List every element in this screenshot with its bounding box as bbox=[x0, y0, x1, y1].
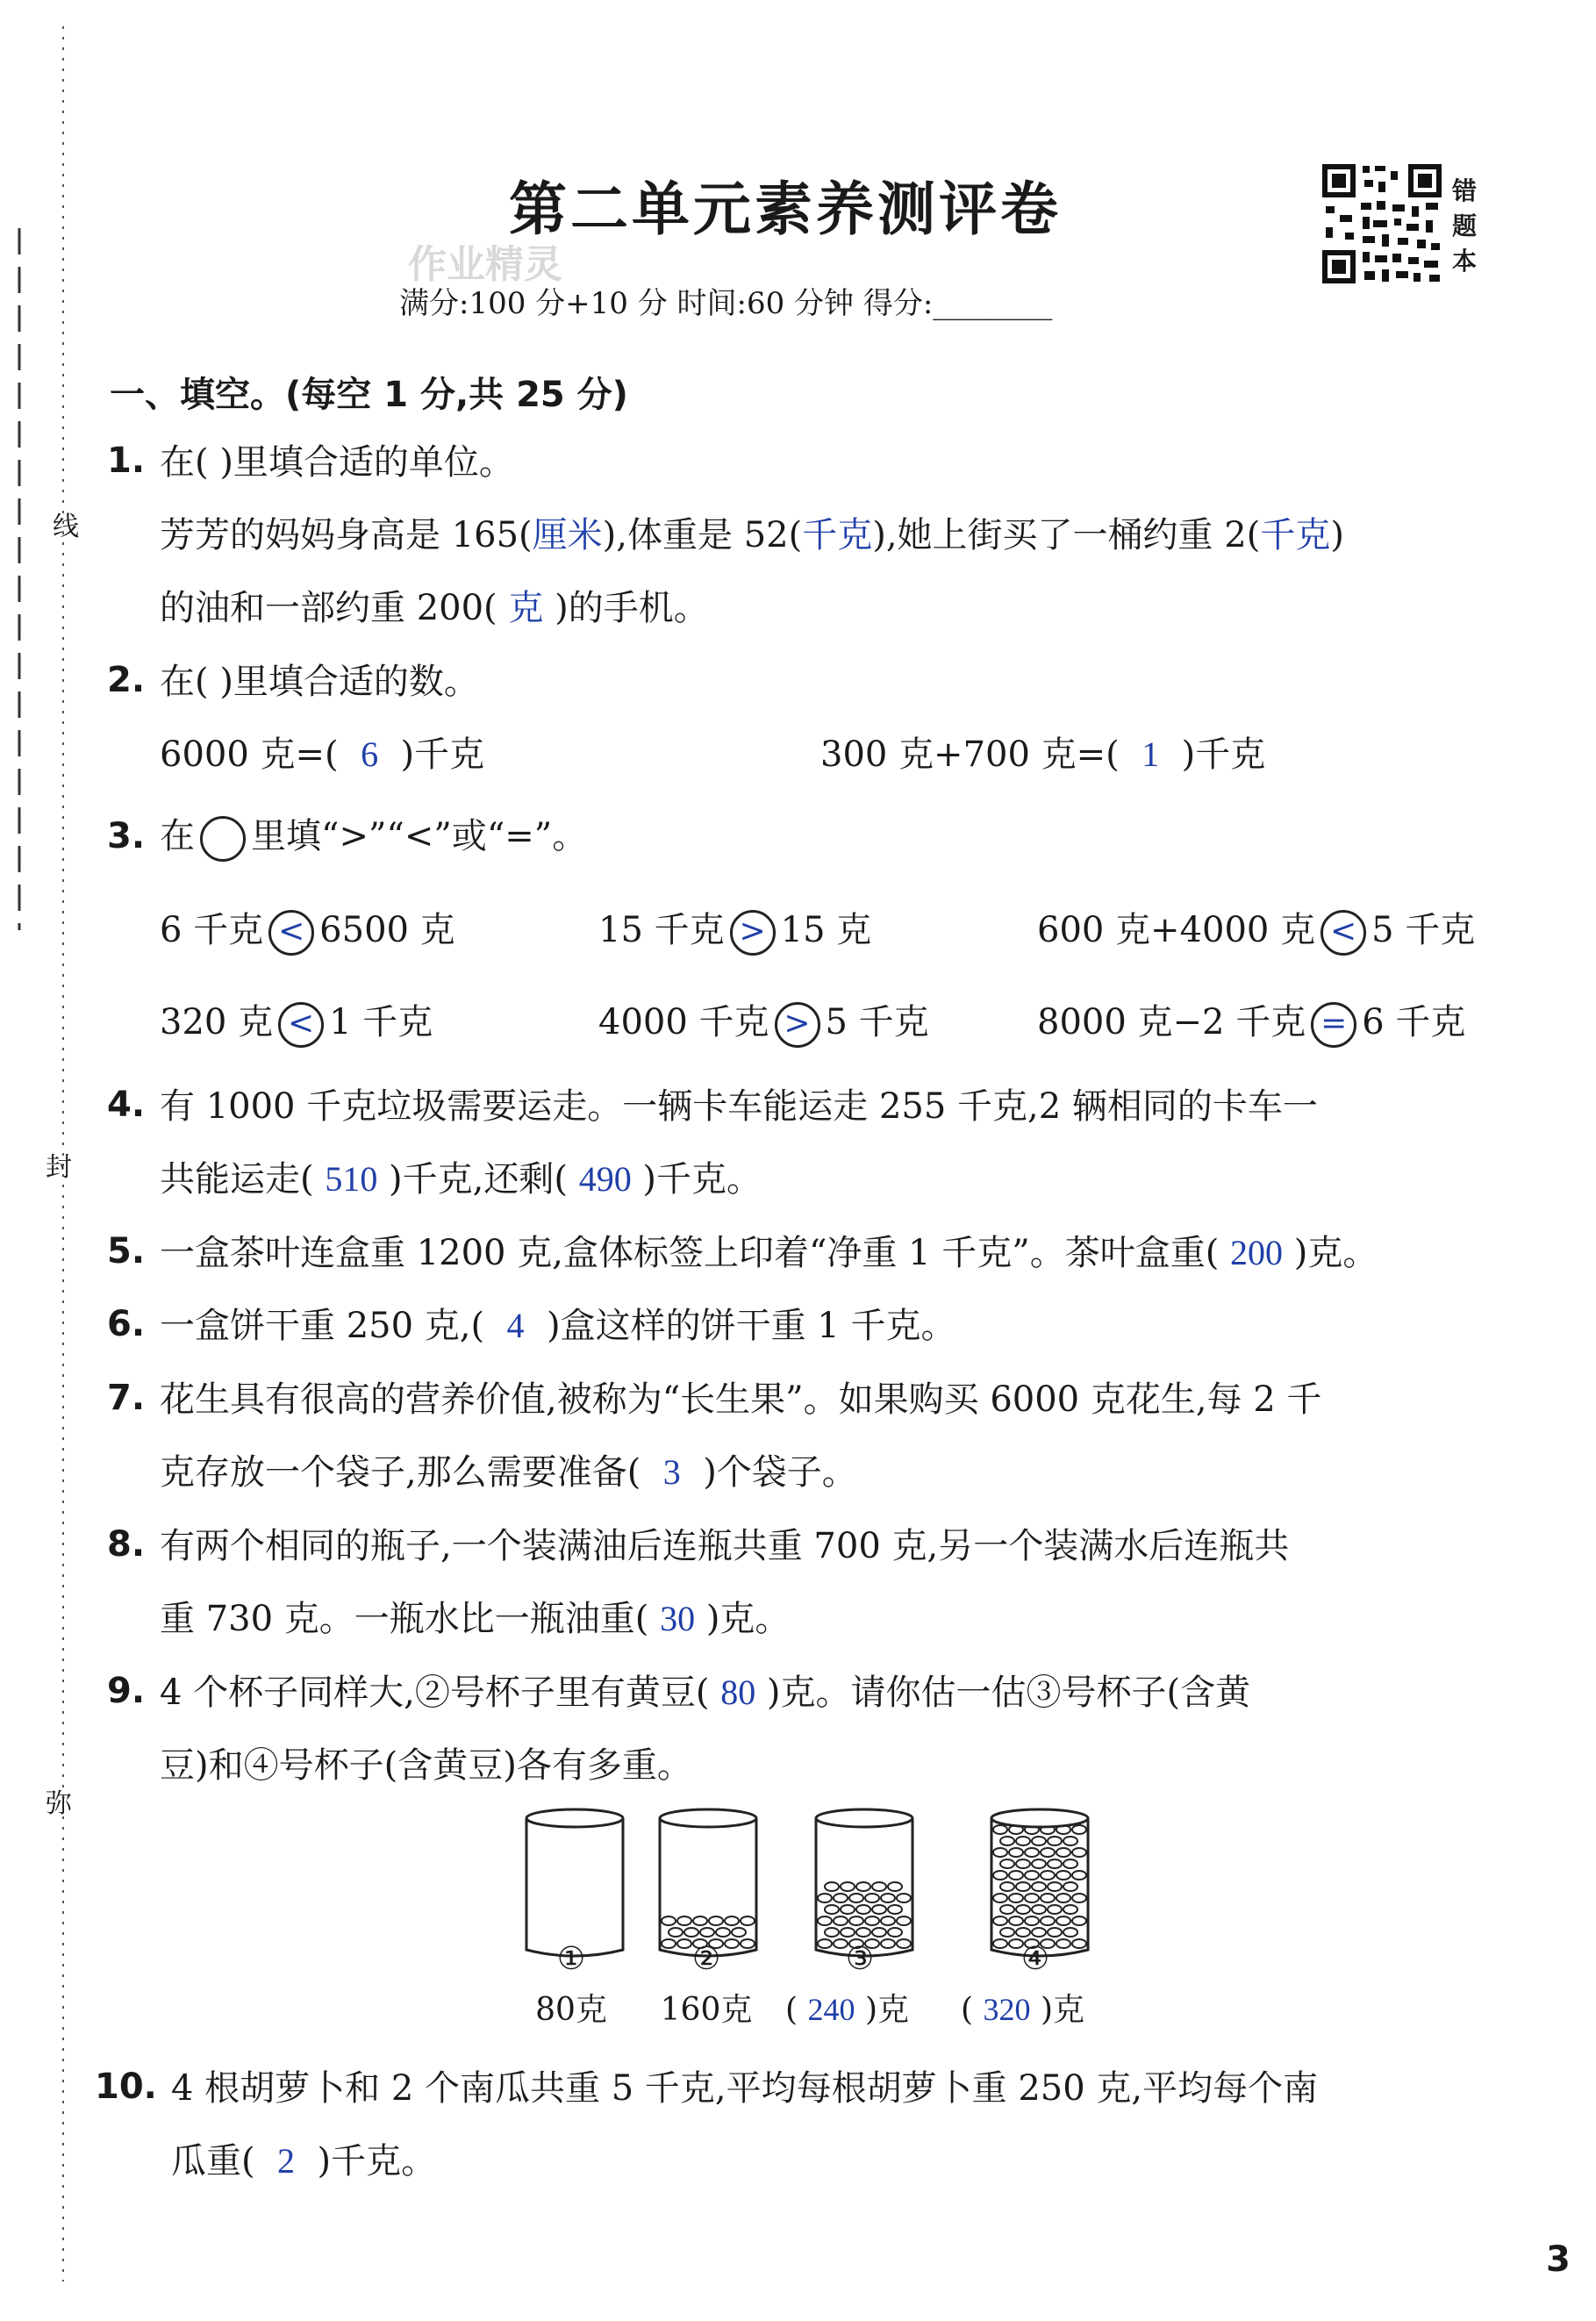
bean bbox=[732, 1928, 746, 1937]
bean bbox=[856, 1905, 870, 1914]
bean bbox=[669, 1928, 683, 1937]
bean bbox=[1072, 1916, 1086, 1925]
cup-4 bbox=[991, 1809, 1088, 1956]
bean bbox=[1063, 1859, 1077, 1868]
q10-answer[interactable]: 2 bbox=[277, 2141, 296, 2181]
cup-2 bbox=[660, 1809, 756, 1956]
bean bbox=[1056, 1894, 1070, 1902]
q4-answer-2[interactable]: 490 bbox=[578, 1159, 632, 1199]
bean bbox=[1032, 1928, 1046, 1937]
margin-text-mi: 弥 bbox=[46, 1788, 72, 1819]
bean bbox=[872, 1882, 886, 1891]
bean bbox=[856, 1928, 870, 1937]
cup-2-id: ② bbox=[691, 1941, 721, 1977]
bean bbox=[825, 1882, 839, 1891]
page-number: 3 bbox=[1546, 2239, 1571, 2280]
cup-rim bbox=[816, 1809, 913, 1827]
cup-4-weight: ( 320 )克 bbox=[961, 1992, 1085, 2028]
q4-answer-1[interactable]: 510 bbox=[325, 1159, 378, 1199]
q7-number: 7. bbox=[107, 1378, 146, 1418]
qr-label-2: 题 bbox=[1452, 211, 1478, 240]
bean bbox=[1032, 1882, 1046, 1891]
q3-item-5: 4000 千克 > 5 千克 bbox=[598, 1000, 929, 1048]
q3-circle-icon bbox=[200, 816, 246, 862]
bean bbox=[818, 1916, 832, 1925]
bean bbox=[818, 1894, 832, 1902]
q10-line2: 瓜重( 2 )千克。 bbox=[171, 2141, 437, 2181]
q9-answer[interactable]: 80 bbox=[720, 1673, 756, 1712]
bean bbox=[684, 1928, 698, 1937]
q1-number: 1. bbox=[107, 441, 146, 481]
bean bbox=[825, 1905, 839, 1914]
bean bbox=[1063, 1928, 1077, 1937]
bean bbox=[856, 1882, 870, 1891]
q2-answer-b[interactable]: 1 bbox=[1142, 734, 1160, 774]
bean bbox=[1016, 1859, 1030, 1868]
q6-line: 一盒饼干重 250 克,( 4 )盒这样的饼干重 1 千克。 bbox=[160, 1306, 956, 1346]
bean bbox=[841, 1928, 855, 1937]
q10-line1: 4 根胡萝卜和 2 个南瓜共重 5 千克,平均每根胡萝卜重 250 克,平均每个南 bbox=[171, 2068, 1319, 2109]
q3-answer-3[interactable]: < bbox=[1330, 913, 1357, 949]
bean bbox=[1032, 1837, 1046, 1845]
bean bbox=[841, 1882, 855, 1891]
bean bbox=[677, 1916, 691, 1925]
bean bbox=[888, 1882, 902, 1891]
watermark: 作业精灵 bbox=[408, 242, 562, 287]
q3-item-1: 6 千克 < 6500 克 bbox=[160, 908, 455, 956]
q1-line1: 芳芳的妈妈身高是 165(厘米),体重是 52(千克),她上街买了一桶约重 2(千克) bbox=[160, 515, 1344, 555]
q7-answer[interactable]: 3 bbox=[662, 1452, 681, 1492]
cup-1 bbox=[526, 1809, 623, 1956]
bean bbox=[1072, 1848, 1086, 1857]
q8-line1: 有两个相同的瓶子,一个装满油后连瓶共重 700 克,另一个装满水后连瓶共 bbox=[160, 1526, 1290, 1566]
cup-rim bbox=[991, 1809, 1088, 1827]
bean bbox=[1025, 1848, 1039, 1857]
bean bbox=[993, 1848, 1007, 1857]
bean bbox=[1000, 1837, 1014, 1845]
q6-number: 6. bbox=[107, 1304, 146, 1344]
bean bbox=[1025, 1871, 1039, 1880]
bean bbox=[881, 1894, 895, 1902]
q9-line1: 4 个杯子同样大,②号杯子里有黄豆( 80 )克。请你估一估③号杯子(含黄 bbox=[160, 1673, 1251, 1713]
margin-text-seal: 封 bbox=[46, 1152, 72, 1183]
q3-answer-2[interactable]: > bbox=[739, 913, 766, 949]
qr-code-icon[interactable] bbox=[1320, 162, 1443, 285]
bean bbox=[1056, 1916, 1070, 1925]
q3-item-4: 320 克 < 1 千克 bbox=[160, 1000, 433, 1048]
bean bbox=[1048, 1928, 1062, 1937]
cup-4-answer[interactable]: 320 bbox=[983, 1992, 1031, 2027]
bean bbox=[872, 1905, 886, 1914]
bean bbox=[1063, 1837, 1077, 1845]
bean bbox=[1032, 1859, 1046, 1868]
bean bbox=[1009, 1894, 1023, 1902]
q5-number: 5. bbox=[107, 1231, 146, 1272]
q8-number: 8. bbox=[107, 1524, 146, 1565]
q1-answer-2[interactable]: 千克 bbox=[802, 515, 873, 555]
bean bbox=[888, 1928, 902, 1937]
q4-number: 4. bbox=[107, 1085, 146, 1125]
bean bbox=[1048, 1859, 1062, 1868]
q2-number: 2. bbox=[107, 660, 146, 700]
score-info: 满分:100 分+10 分 时间:60 分钟 得分:________ bbox=[399, 286, 1053, 321]
q3-item-2: 15 千克 > 15 克 bbox=[598, 908, 871, 956]
q8-answer[interactable]: 30 bbox=[660, 1599, 696, 1638]
cup-outline bbox=[526, 1818, 623, 1956]
q3-prompt: 在 里填“>”“<”或“=”。 bbox=[160, 814, 587, 862]
bean bbox=[881, 1916, 895, 1925]
bean bbox=[1016, 1905, 1030, 1914]
q9-number: 9. bbox=[107, 1671, 146, 1711]
q9-line2: 豆)和④号杯子(含黄豆)各有多重。 bbox=[160, 1745, 692, 1786]
bean bbox=[1063, 1905, 1077, 1914]
q3-answer-1[interactable]: < bbox=[278, 913, 305, 949]
bean bbox=[700, 1928, 714, 1937]
bean bbox=[1041, 1848, 1055, 1857]
q8-line2: 重 730 克。一瓶水比一瓶油重( 30 )克。 bbox=[160, 1599, 791, 1639]
q3-item-3: 600 克+4000 克 < 5 千克 bbox=[1037, 908, 1475, 956]
bean bbox=[841, 1905, 855, 1914]
bean bbox=[1072, 1894, 1086, 1902]
bean bbox=[825, 1928, 839, 1937]
q1-answer-1[interactable]: 厘米 bbox=[532, 515, 603, 555]
bean bbox=[1009, 1848, 1023, 1857]
bean bbox=[897, 1894, 911, 1902]
bean bbox=[993, 1825, 1007, 1834]
q2-prompt: 在( )里填合适的数。 bbox=[160, 662, 479, 702]
q1-line2: 的油和一部约重 200( 克 )的手机。 bbox=[160, 588, 709, 628]
section-heading: 一、填空。(每空 1 分,共 25 分) bbox=[110, 375, 628, 415]
cup-1-id: ① bbox=[556, 1941, 586, 1977]
bean bbox=[1063, 1882, 1077, 1891]
bean bbox=[693, 1916, 707, 1925]
q7-line1: 花生具有很高的营养价值,被称为“长生果”。如果购买 6000 克花生,每 2 千 bbox=[160, 1379, 1322, 1420]
cup-3-answer[interactable]: 240 bbox=[807, 1992, 855, 2027]
q4-line2: 共能运走( 510 )千克,还剩( 490 )千克。 bbox=[160, 1159, 762, 1200]
q5-answer[interactable]: 200 bbox=[1230, 1233, 1284, 1272]
page-title: 第二单元素养测评卷 bbox=[509, 175, 1062, 243]
q1-answer-3[interactable]: 千克 bbox=[1260, 515, 1331, 555]
bean bbox=[1056, 1848, 1070, 1857]
bean bbox=[849, 1916, 863, 1925]
bean bbox=[716, 1928, 730, 1937]
bean bbox=[888, 1905, 902, 1914]
cup-4-id: ④ bbox=[1020, 1941, 1050, 1977]
cup-rim bbox=[660, 1809, 756, 1827]
bean bbox=[741, 1916, 755, 1925]
bean bbox=[1025, 1894, 1039, 1902]
bean bbox=[1041, 1871, 1055, 1880]
bean bbox=[834, 1894, 848, 1902]
bean bbox=[1025, 1916, 1039, 1925]
q3-answer-6[interactable]: = bbox=[1320, 1006, 1348, 1042]
bean bbox=[1000, 1905, 1014, 1914]
q5-line: 一盒茶叶连盒重 1200 克,盒体标签上印着“净重 1 千克”。茶叶盒重( 200 )克。 bbox=[160, 1233, 1378, 1273]
bean bbox=[1000, 1859, 1014, 1868]
bean bbox=[849, 1894, 863, 1902]
bean bbox=[1009, 1871, 1023, 1880]
q10-number: 10. bbox=[95, 2067, 157, 2107]
cup-3-id: ③ bbox=[845, 1941, 875, 1977]
q4-line1: 有 1000 千克垃圾需要运走。一辆卡车能运走 255 千克,2 辆相同的卡车一 bbox=[160, 1086, 1318, 1127]
bean bbox=[834, 1916, 848, 1925]
q2-item-a: 6000 克=( 6 )千克 bbox=[160, 734, 485, 775]
q6-answer[interactable]: 4 bbox=[506, 1306, 525, 1345]
bean bbox=[1041, 1894, 1055, 1902]
bean bbox=[725, 1916, 739, 1925]
qr-label-3: 本 bbox=[1452, 247, 1478, 276]
cup-1-weight: 80克 bbox=[535, 1992, 607, 2028]
bean bbox=[1041, 1916, 1055, 1925]
q2-item-b: 300 克+700 克=( 1 )千克 bbox=[820, 734, 1266, 775]
cup-3 bbox=[816, 1809, 913, 1956]
bean bbox=[1016, 1882, 1030, 1891]
q7-line2: 克存放一个袋子,那么需要准备( 3 )个袋子。 bbox=[160, 1452, 857, 1493]
bean bbox=[662, 1916, 676, 1925]
q1-prompt: 在( )里填合适的单位。 bbox=[160, 442, 514, 483]
bean bbox=[1072, 1871, 1086, 1880]
bean bbox=[1032, 1905, 1046, 1914]
q3-item-6: 8000 克−2 千克 = 6 千克 bbox=[1037, 1000, 1465, 1048]
qr-label-1: 错 bbox=[1452, 176, 1478, 205]
q3-answer-4[interactable]: < bbox=[287, 1006, 315, 1042]
bean bbox=[865, 1916, 879, 1925]
bean bbox=[1016, 1928, 1030, 1937]
bean bbox=[993, 1871, 1007, 1880]
bean bbox=[865, 1894, 879, 1902]
bean bbox=[1048, 1837, 1062, 1845]
bean bbox=[872, 1928, 886, 1937]
cup-3-weight: ( 240 )克 bbox=[785, 1992, 910, 2028]
q3-number: 3. bbox=[107, 816, 146, 856]
bean bbox=[709, 1916, 723, 1925]
bean bbox=[1009, 1916, 1023, 1925]
cup-2-weight: 160克 bbox=[660, 1992, 753, 2028]
bean bbox=[1072, 1825, 1086, 1834]
cup-rim bbox=[526, 1809, 623, 1827]
bean bbox=[1000, 1882, 1014, 1891]
bean bbox=[1016, 1837, 1030, 1845]
bean bbox=[1048, 1882, 1062, 1891]
bean bbox=[897, 1916, 911, 1925]
bean bbox=[993, 1916, 1007, 1925]
bean bbox=[993, 1894, 1007, 1902]
q1-answer-4[interactable]: 克 bbox=[508, 588, 544, 627]
bean bbox=[1056, 1871, 1070, 1880]
bean bbox=[1048, 1905, 1062, 1914]
bean bbox=[1000, 1928, 1014, 1937]
q2-answer-a[interactable]: 6 bbox=[361, 734, 379, 774]
q3-answer-5[interactable]: > bbox=[784, 1006, 811, 1042]
margin-text-line: 线 bbox=[53, 512, 79, 542]
